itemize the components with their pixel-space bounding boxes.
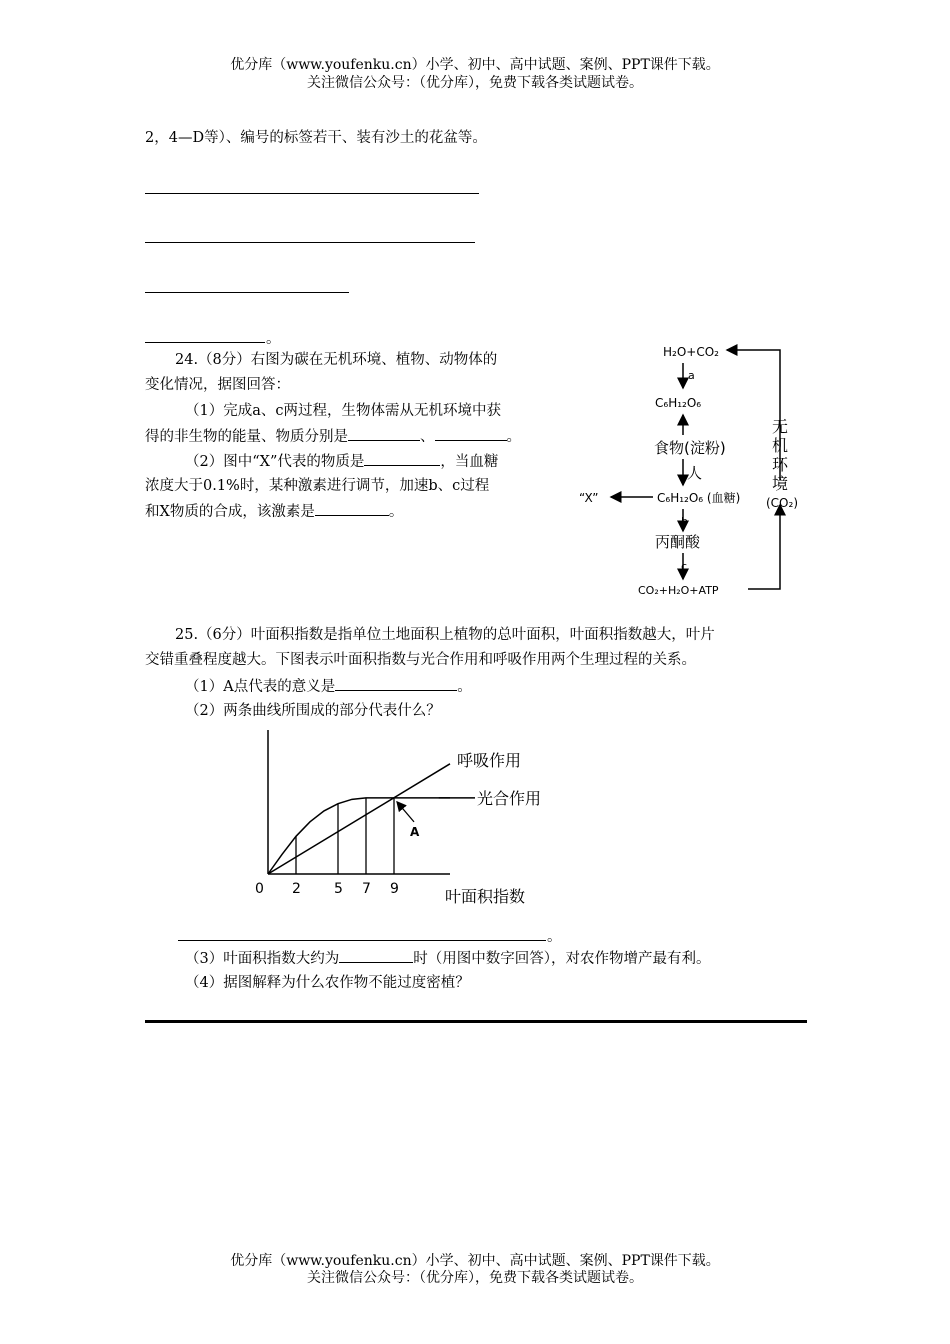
series-label-photosynthesis: 光合作用 xyxy=(477,789,542,808)
q24-line-4: 得的非生物的能量、物质分别是 、 。 xyxy=(145,424,521,449)
node-glucose-2: C₆H₁₂O₆ (血糖) xyxy=(657,491,741,505)
q24-line-6: 浓度大于0.1%时，某种激素进行调节，加速b、c过程 xyxy=(145,478,490,494)
label-person: 人 xyxy=(687,464,703,482)
q25-line-4: （2）两条曲线所围成的部分代表什么？ xyxy=(185,703,441,719)
q24-line-7: 和X物质的合成，该激素是 。 xyxy=(145,499,403,524)
label-x: “X” xyxy=(579,491,599,505)
blank-energy[interactable] xyxy=(348,424,420,441)
q25-line-7: （4）据图解释为什么农作物不能过度密植？ xyxy=(185,975,470,991)
series-line-photosynthesis xyxy=(268,798,450,874)
node-h2o-co2: H₂O+CO₂ xyxy=(663,345,719,359)
arrow-release-co2 xyxy=(748,505,780,589)
answer-line-2 xyxy=(145,242,475,243)
series-line-respiration xyxy=(268,764,450,874)
q24-line-5: （2）图中“X”代表的物质是 ，当血糖 xyxy=(185,449,498,474)
answer-line-1 xyxy=(145,193,479,194)
blank-best-index[interactable] xyxy=(339,946,413,963)
node-food-starch: 食物(淀粉) xyxy=(654,439,726,457)
x-tick-label: 9 xyxy=(390,881,399,897)
x-tick-label: 7 xyxy=(362,881,371,897)
x-tick-label: 5 xyxy=(334,881,343,897)
label-b: b xyxy=(681,515,688,528)
answer-line-3 xyxy=(145,292,349,293)
label-c: c xyxy=(681,560,688,573)
footer-line-1: 优分库（www.youfenku.cn）小学、初中、高中试题、案例、PPT课件下载。 xyxy=(230,1253,720,1269)
q25-line-2: 交错重叠程度越大。下图表示叶面积指数与光合作用和呼吸作用两个生理过程的关系。 xyxy=(145,652,696,668)
intro-line: 2，4—D等）、编号的标签若干、装有沙土的花盆等。 xyxy=(145,130,487,146)
header-line-2: 关注微信公众号：（优分库），免费下载各类试题试卷。 xyxy=(307,75,643,91)
point-a-label: A xyxy=(410,824,420,839)
env-char-3: 环 xyxy=(772,455,789,474)
q24-line-3: （1）完成a、c两过程，生物体需从无机环境中获 xyxy=(185,403,501,419)
blank-hormone[interactable] xyxy=(315,499,389,516)
q25-line-6: （3）叶面积指数大约为 时（用图中数字回答），对农作物增产最有利。 xyxy=(185,946,710,971)
series-label-respiration: 呼吸作用 xyxy=(457,751,522,770)
section-divider xyxy=(145,1020,807,1023)
node-co2-h2o-atp: CO₂+H₂O+ATP xyxy=(638,584,719,597)
origin-label: 0 xyxy=(255,881,264,897)
label-a: a xyxy=(688,369,695,382)
point-a-arrow xyxy=(397,802,414,822)
x-axis-label: 叶面积指数 xyxy=(445,887,526,906)
q24-line-2: 变化情况，据图回答： xyxy=(145,377,290,393)
answer-end-mark: 。 xyxy=(266,331,281,347)
header-line-1: 优分库（www.youfenku.cn）小学、初中、高中试题、案例、PPT课件下载。 xyxy=(230,57,720,73)
leaf-area-chart xyxy=(245,722,565,912)
answer-line-q25-2 xyxy=(178,940,546,941)
blank-material[interactable] xyxy=(435,424,507,441)
footer-line-2: 关注微信公众号：（优分库），免费下载各类试题试卷。 xyxy=(307,1270,643,1286)
env-char-2: 机 xyxy=(772,436,789,455)
q25-line-1: 25.（6分）叶面积指数是指单位土地面积上植物的总叶面积，叶面积指数越大，叶片 xyxy=(175,627,715,643)
q24-line-1: 24.（8分）右图为碳在无机环境、植物、动物体的 xyxy=(175,352,498,368)
x-tick-label: 2 xyxy=(292,881,301,897)
env-co2: (CO₂) xyxy=(766,496,798,510)
answer-line-4 xyxy=(145,342,265,343)
node-pyruvate: 丙酮酸 xyxy=(655,533,701,551)
q25-line-5-end: 。 xyxy=(547,929,562,945)
blank-point-a[interactable] xyxy=(335,674,457,691)
q25-line-3: （1）A点代表的意义是 。 xyxy=(185,674,472,699)
node-glucose-1: C₆H₁₂O₆ xyxy=(655,396,702,410)
blank-x-substance[interactable] xyxy=(364,449,440,466)
env-char-4: 境 xyxy=(772,474,789,493)
env-char-1: 无 xyxy=(772,417,789,436)
carbon-cycle-diagram xyxy=(575,335,825,605)
